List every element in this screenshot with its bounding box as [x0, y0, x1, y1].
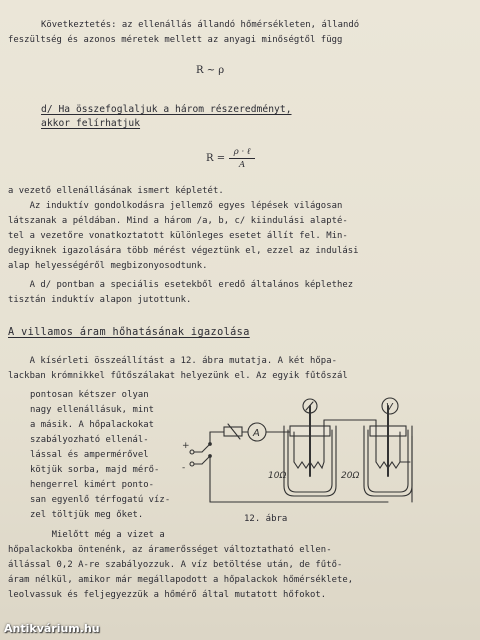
text-line: áram nélkül, amikor már megállapodott a hőpalackok hőmérséklete, — [8, 575, 354, 585]
resistance-left-label: 10Ω — [268, 471, 287, 481]
text-line: hengerrel kimért ponto- — [30, 480, 155, 490]
text-line: hőpalackokba öntenénk, az áramerősséget változtatható ellen- — [8, 545, 332, 555]
section-heading: A villamos áram hőhatásának igazolása — [8, 327, 250, 338]
text-line: lással és ampermérővel — [30, 450, 149, 460]
minus-label: - — [182, 463, 186, 473]
section-d-heading-cont: akkor felírhatjuk — [41, 118, 141, 129]
text-line: alap helyességéről megbizonyosodtunk. — [8, 261, 208, 271]
rheostat — [224, 427, 242, 436]
section-d-heading: d/ Ha összefoglaljuk a három részeredményt, — [41, 104, 292, 115]
text-line: pontosan kétszer olyan — [30, 390, 149, 400]
text-line: lackban krómnikkel fűtőszálakat helyezünk el. Az egyik fűtőszál — [8, 371, 348, 381]
formula-lhs: R = — [206, 152, 226, 164]
plus-label: + — [182, 441, 190, 451]
figure-caption: 12. ábra — [244, 514, 288, 524]
voltmeter-label: V — [386, 402, 393, 413]
text-line: szabályozható ellenál- — [30, 435, 149, 445]
text-line: zel töltjük meg őket. — [30, 510, 144, 520]
circuit-figure — [176, 396, 416, 512]
terminal-plus — [190, 450, 194, 454]
text-line: A kísérleti összeállítást a 12. ábra mutatja. A két hőpa- — [8, 356, 337, 366]
formula-denominator: A — [238, 160, 246, 170]
formula-numerator: ρ · ℓ — [233, 147, 251, 157]
text-line: a másik. A hőpalackokat — [30, 420, 155, 430]
text-line: Az induktív gondolkodásra jellemző egyes lépések világosan — [8, 201, 343, 211]
fraction-bar — [229, 158, 255, 159]
text-line: Következtetés: az ellenállás állandó hőmérsékleten, állandó — [41, 20, 360, 30]
text-line: degyiknek igazolására több mérést végeztünk el, ezzel az indulási — [8, 246, 359, 256]
terminal-minus — [190, 462, 194, 466]
ammeter-label: A — [253, 428, 260, 439]
text-line: leolvassuk és feljegyezzük a hőmérő által mutatott hőfokot. — [8, 590, 327, 600]
text-line: látszanak a példában. Mind a három /a, b, c/ kiindulási alapté- — [8, 216, 348, 226]
watermark-logo: Antikvárium.hu — [4, 622, 100, 635]
text-line: állással 0,2 A-re szabályozzuk. A víz betöltése után, de fűtő- — [8, 560, 343, 570]
text-line: kötjük sorba, majd mérő- — [30, 465, 160, 475]
text-line: A d/ pontban a speciális esetekből eredő általános képlethez — [8, 280, 354, 290]
text-line: tel a vezetőre vonatkoztatott különleges esetet állít fel. Min- — [8, 231, 348, 241]
text-line: nagy ellenállásuk, mint — [30, 405, 155, 415]
formula-resistance — [206, 146, 255, 170]
text-line: a vezető ellenállásának ismert képletét. — [8, 186, 224, 196]
text-line: san egyenlő térfogatú víz- — [30, 495, 171, 505]
resistance-right-label: 20Ω — [341, 471, 360, 481]
formula-r-proportional-rho: R ~ ρ — [196, 65, 225, 76]
text-line: feszültség és azonos méretek mellett az anyagi minőségtől függ — [8, 35, 343, 45]
text-line: Mielőtt még a vizet a — [30, 530, 165, 540]
text-line: tisztán induktív alapon jutottunk. — [8, 295, 192, 305]
